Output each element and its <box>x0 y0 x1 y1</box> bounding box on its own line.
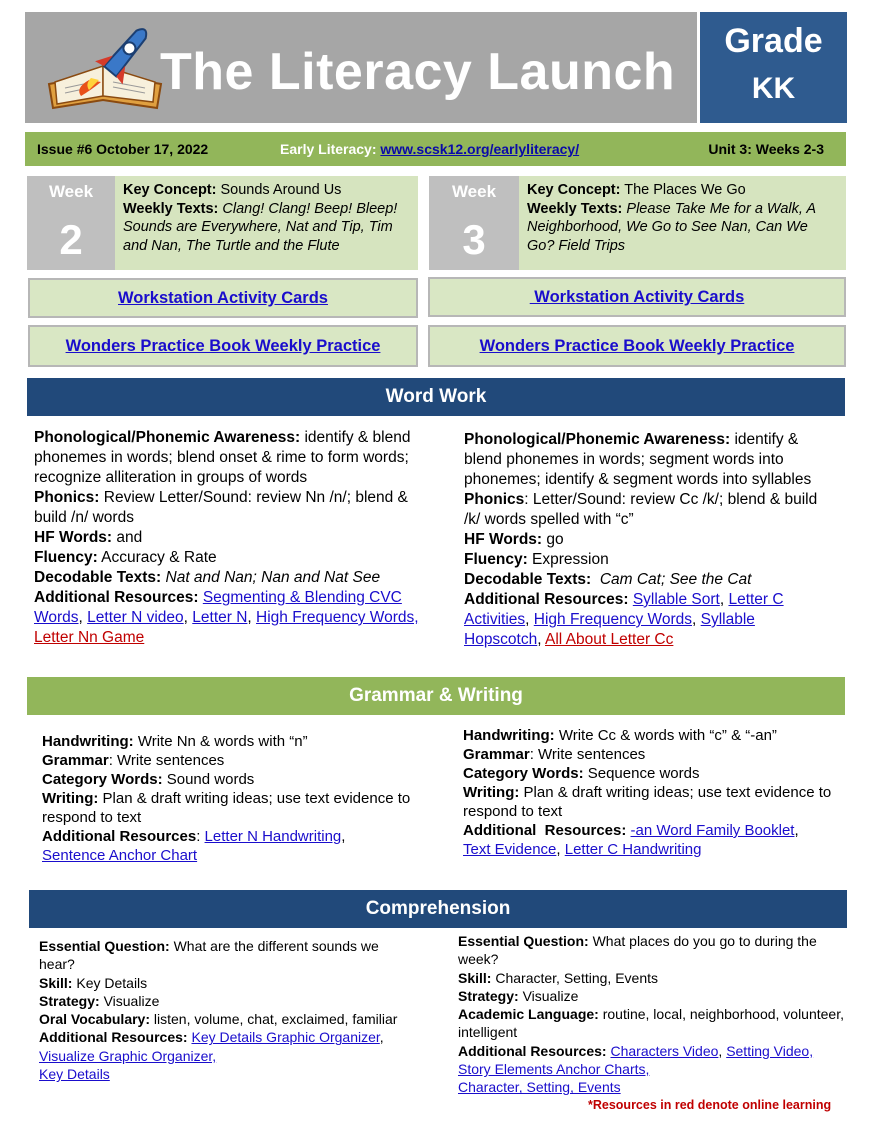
grade-value: KK <box>751 72 796 105</box>
hf-label: HF Words: <box>464 531 543 548</box>
writing-label: Writing: <box>42 790 99 807</box>
grammar-writing-heading: Grammar & Writing <box>27 677 845 715</box>
skill-label: Skill: <box>39 974 73 991</box>
weekly-texts: Please Take Me for a Walk, A Neighborhood, We Go to See Nan, Can We Go? Field Trips <box>527 200 816 254</box>
eq-text: What places do you go to during the week? <box>458 933 817 968</box>
week-number: 2 <box>59 216 83 263</box>
comprehension-heading: Comprehension <box>29 890 847 928</box>
workstation-link[interactable]: Workstation Activity Cards <box>118 289 328 307</box>
unit-label: Unit 3: Weeks 2-3 <box>708 141 824 157</box>
grammar-label: Grammar <box>42 752 109 769</box>
strategy-text: Visualize <box>99 992 160 1009</box>
handwriting-text: Write Cc & words with “c” & “-an” <box>554 727 777 744</box>
pa-label: Phonological/Phonemic Awareness: <box>34 429 301 446</box>
early-literacy-link[interactable]: www.scsk12.org/earlyliteracy/ <box>380 141 580 157</box>
resource-link[interactable]: Syllable Sort <box>632 591 720 608</box>
resource-link[interactable]: Character, Setting, Events <box>458 1079 621 1096</box>
week-label: Week <box>48 182 94 201</box>
grammar-text: : Write sentences <box>529 746 646 763</box>
grammar-text: : Write sentences <box>108 752 225 769</box>
resource-link[interactable]: Letter N Handwriting <box>204 828 342 845</box>
hf-label: HF Words: <box>34 529 113 546</box>
fluency-label: Fluency: <box>34 549 98 566</box>
skill-text: Character, Setting, Events <box>491 969 658 986</box>
phonics-text: Review Letter/Sound: review Nn /n/; blend & build /n/ words <box>34 489 408 526</box>
word-work-heading: Word Work <box>27 378 845 416</box>
phonics-label: Phonics: <box>34 489 100 506</box>
resource-link[interactable]: Characters Video <box>610 1042 719 1059</box>
wonders-link[interactable]: Wonders Practice Book Weekly Practice <box>65 337 381 355</box>
decodable-text: Nat and Nan; Nan and Nat See <box>161 569 381 586</box>
resource-link[interactable]: Setting Video, <box>726 1042 814 1059</box>
resources-label: Additional Resources: <box>463 822 627 839</box>
wonders-box-week-2 <box>28 325 418 367</box>
word-work-week-2: Phonological/Phonemic Awareness: identify & blend phonemes in words; blend onset & rime to form words; recognize alliteration in groups of words Phonics: Review Letter/Sound: review Nn /n/; blend & build /n/ words HF Words: and Fluency: Accuracy & Rate Decodable Texts: Nat and Nan; Nan and Nat See Additional Resources: Segmenting & Blending CVC Words, Letter N video, Letter N, High Frequency Words, Letter Nn Game <box>34 429 419 646</box>
resource-link[interactable]: Letter N <box>192 609 248 626</box>
week-3-badge <box>429 176 519 270</box>
week-2-badge <box>27 176 115 270</box>
resource-link[interactable]: Story Elements Anchor Charts, <box>458 1061 650 1078</box>
pa-text: identify & blend phonemes in words; blend onset & rime to form words; recognize alliteration in groups of words <box>34 429 411 486</box>
resource-link[interactable]: Syllable Hopscotch <box>464 611 755 648</box>
resource-link[interactable]: Letter N video <box>87 609 184 626</box>
pa-label: Phonological/Phonemic Awareness: <box>464 431 731 448</box>
week-label: Week <box>451 182 497 201</box>
fluency-text: Accuracy & Rate <box>97 549 217 566</box>
resource-link[interactable]: Key Details Graphic Organizer <box>191 1029 380 1046</box>
category-text: Sound words <box>162 771 255 788</box>
category-label: Category Words: <box>463 765 584 782</box>
workstation-box-week-3 <box>428 277 846 317</box>
rocket-book-icon <box>45 22 165 114</box>
writing-text: Plan & draft writing ideas; use text evidence to respond to text <box>463 784 832 820</box>
fluency-text: Expression <box>527 551 609 568</box>
workstation-link[interactable]: Workstation Activity Cards <box>529 288 745 306</box>
key-concept-label: Key Concept: <box>527 182 621 198</box>
key-concept: Sounds Around Us <box>220 182 342 198</box>
strategy-text: Visualize <box>518 987 579 1004</box>
writing-text: Plan & draft writing ideas; use text evidence to respond to text <box>42 790 411 826</box>
resources-label: Additional Resources: <box>39 1029 188 1046</box>
writing-label: Writing: <box>463 784 520 801</box>
handwriting-text: Write Nn & words with “n” <box>133 733 308 750</box>
grade-label: Grade <box>724 22 823 60</box>
online-learning-footnote: *Resources in red denote online learning <box>588 1098 832 1112</box>
eq-text: What are the different sounds we hear? <box>39 938 379 973</box>
week-2-concept <box>115 176 418 270</box>
grammar-label: Grammar <box>463 746 530 763</box>
handwriting-label: Handwriting: <box>42 733 134 750</box>
grammar-week-3: Handwriting: Write Cc & words with “c” & “-an” Grammar: Write sentences Category Words: Sequence words Writing: Plan & draft writing ideas; use text evidence to respond to text Additional Resources: -an Word Family Booklet, Text Evidence, Letter C Handwriting <box>463 727 832 858</box>
info-bar <box>25 132 846 166</box>
resource-link[interactable]: Letter C Handwriting <box>564 841 702 858</box>
online-resource-link[interactable]: Letter Nn Game <box>34 629 145 646</box>
eq-label: Essential Question: <box>458 933 589 949</box>
early-literacy <box>280 141 579 157</box>
key-concept-label: Key Concept: <box>123 182 217 198</box>
handwriting-label: Handwriting: <box>463 727 555 744</box>
resources-label: Additional Resources <box>42 828 197 845</box>
decodable-label: Decodable Texts: <box>34 569 162 586</box>
resource-link[interactable]: Text Evidence <box>463 841 557 858</box>
resource-link[interactable]: High Frequency Words <box>533 611 693 628</box>
workstation-box-week-2 <box>28 278 418 318</box>
online-resource-link[interactable]: All About Letter Cc <box>545 631 674 648</box>
newsletter-title: The Literacy Launch <box>160 43 676 101</box>
skill-text: Key Details <box>72 974 148 991</box>
issue-date: Issue #6 October 17, 2022 <box>37 141 209 157</box>
weekly-texts-label: Weekly Texts: <box>123 200 219 217</box>
week-3-concept <box>519 176 846 270</box>
resource-link[interactable]: Key Details <box>39 1066 110 1083</box>
resources-label: Additional Resources: <box>464 591 629 608</box>
eq-label: Essential Question: <box>39 938 170 954</box>
vocab-label: Academic Language: <box>458 1006 599 1023</box>
resource-link[interactable]: Sentence Anchor Chart <box>42 847 198 864</box>
comprehension-week-3: Essential Question: What places do you go to during the week? Skill: Character, Setting, Events Strategy: Visualize Academic Language: routine, local, neighborhood, volunteer, intelligent Additional Resources: Characters Video, Setting Video, Story Elements Anchor Charts, Character, Setting, Events <box>458 933 844 1096</box>
strategy-label: Strategy: <box>458 987 519 1004</box>
weekly-texts: Clang! Clang! Beep! Bleep! Sounds are Everywhere, Nat and Tip, Tim and Nan, The Turtle and the Flute <box>123 200 398 254</box>
weekly-texts-label: Weekly Texts: <box>527 200 623 217</box>
resource-link[interactable]: High Frequency Words, <box>256 609 419 626</box>
resource-link[interactable]: Segmenting & Blending CVC Words <box>34 589 402 626</box>
vocab-text: listen, volume, chat, exclaimed, familiar <box>150 1011 398 1028</box>
resource-link[interactable]: Visualize Graphic Organizer, <box>39 1047 217 1064</box>
grade-badge <box>700 12 847 123</box>
wonders-box-week-3 <box>428 325 846 367</box>
grammar-week-2: Handwriting: Write Nn & words with “n” Grammar: Write sentences Category Words: Sound words Writing: Plan & draft writing ideas; use text evidence to respond to text Additional Resources: Letter N Handwriting, Sentence Anchor Chart <box>42 733 411 864</box>
decodable-text: Cam Cat; See the Cat <box>591 571 752 588</box>
key-concept: The Places We Go <box>624 182 746 198</box>
category-label: Category Words: <box>42 771 163 788</box>
resources-label: Additional Resources: <box>458 1042 607 1059</box>
hf-text: and <box>112 529 143 546</box>
strategy-label: Strategy: <box>39 992 100 1009</box>
phonics-text: : Letter/Sound: review Cc /k/; blend & build /k/ words spelled with “c” <box>464 491 818 528</box>
fluency-label: Fluency: <box>464 551 528 568</box>
hf-text: go <box>542 531 564 548</box>
wonders-link[interactable]: Wonders Practice Book Weekly Practice <box>479 337 795 355</box>
resources-label: Additional Resources: <box>34 589 199 606</box>
skill-label: Skill: <box>458 969 492 986</box>
category-text: Sequence words <box>583 765 700 782</box>
week-number: 3 <box>462 216 486 263</box>
comprehension-week-2: Essential Question: What are the different sounds we hear? Skill: Key Details Strategy: Visualize Oral Vocabulary: listen, volume, chat, exclaimed, familiar Additional Resources: Key Details Graphic Organizer, Visualize Graphic Organizer, Key Details <box>39 938 398 1083</box>
early-literacy-label: Early Literacy: <box>280 141 377 157</box>
pa-text: identify & blend phonemes in words; segment words into phonemes; identify & segment words into syllables <box>464 431 812 488</box>
vocab-label: Oral Vocabulary: <box>39 1011 151 1028</box>
decodable-label: Decodable Texts: <box>464 571 592 588</box>
word-work-week-3: Phonological/Phonemic Awareness: identify & blend phonemes in words; segment words into phonemes; identify & segment words into syllables Phonics: Letter/Sound: review Cc /k/; blend & build /k/ words spelled with “c” HF Words: go Fluency: Expression Decodable Texts: Cam Cat; See the Cat Additional Resources: Syllable Sort, Letter C Activities, High Frequency Words, Syllable Hopscotch, All About Letter Cc <box>464 431 818 648</box>
phonics-label: Phonics <box>464 491 525 508</box>
resource-link[interactable]: Letter C Activities <box>464 591 784 628</box>
resource-link[interactable]: -an Word Family Booklet <box>630 822 795 839</box>
vocab-text: routine, local, neighborhood, volunteer, intelligent <box>458 1006 844 1041</box>
